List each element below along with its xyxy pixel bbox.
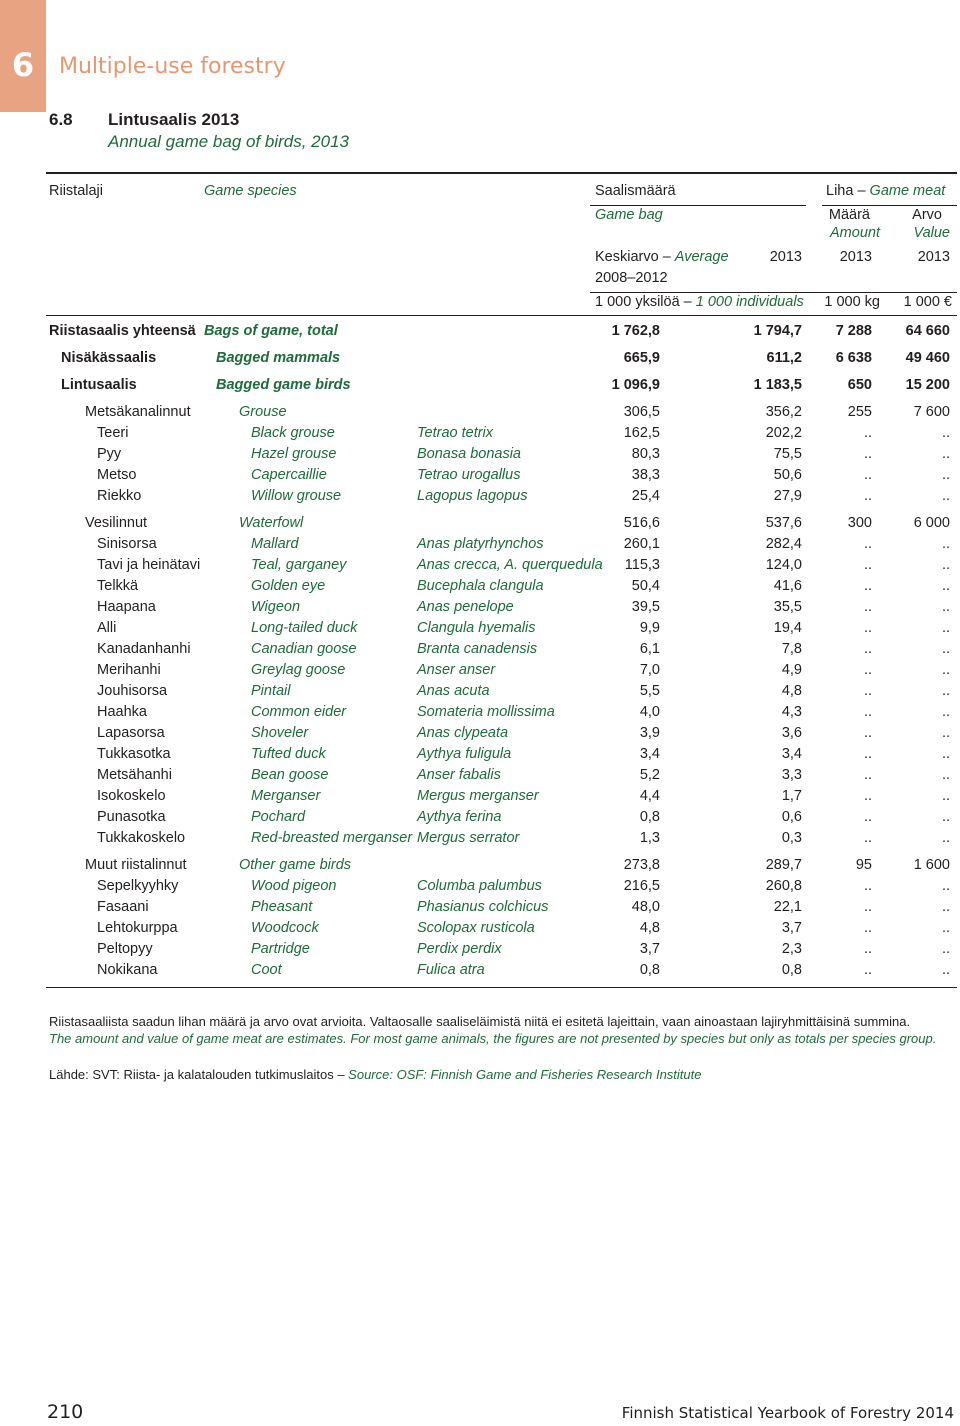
- header-meat: [826, 183, 945, 199]
- scientific-name: Mergus serrator: [417, 830, 520, 846]
- game-bag-2013: 27,9: [773, 488, 802, 504]
- meat-amount: ..: [863, 578, 872, 594]
- average-2008-2012: 50,4: [631, 578, 660, 594]
- meat-value: ..: [941, 767, 950, 783]
- header-bottom-rule: [46, 315, 957, 316]
- table-row: [0, 920, 960, 941]
- table-row: [0, 662, 960, 683]
- meat-value: ..: [941, 725, 950, 741]
- species-fi: Riistasaalis yhteensä: [49, 323, 196, 339]
- scientific-name: Aythya ferina: [417, 809, 502, 825]
- game-bag-2013: 3,6: [781, 725, 802, 741]
- average-2008-2012: 25,4: [631, 488, 660, 504]
- meat-value: ..: [941, 788, 950, 804]
- species-en: Pochard: [251, 809, 306, 825]
- meat-value: ..: [941, 599, 950, 615]
- meat-value: ..: [941, 920, 950, 936]
- meat-value: ..: [941, 899, 950, 915]
- game-bag-2013: 0,3: [781, 830, 802, 846]
- species-fi: Lapasorsa: [97, 725, 165, 741]
- game-bag-2013: 4,3: [781, 704, 802, 720]
- header-unit-en: 1 000 individuals: [695, 294, 804, 310]
- species-en: Pheasant: [251, 899, 313, 915]
- table-title-en: Annual game bag of birds, 2013: [108, 132, 350, 151]
- scientific-name: Anas crecca, A. querquedula: [417, 557, 603, 573]
- chapter-number-tab: [0, 0, 46, 112]
- species-fi: Teeri: [97, 425, 129, 441]
- table-row: [0, 830, 960, 851]
- meat-amount: ..: [863, 788, 872, 804]
- game-bag-2013: 41,6: [773, 578, 802, 594]
- meat-value: ..: [941, 962, 950, 978]
- species-en: Bagged game birds: [216, 377, 351, 393]
- book-title: Finnish Statistical Yearbook of Forestry 2014: [621, 1404, 954, 1422]
- meat-value: ..: [941, 578, 950, 594]
- meat-value: ..: [941, 446, 950, 462]
- meat-amount: ..: [863, 725, 872, 741]
- meat-amount: ..: [863, 536, 872, 552]
- species-en: Greylag goose: [251, 662, 346, 678]
- species-en: Canadian goose: [251, 641, 357, 657]
- species-en: Capercaillie: [251, 467, 327, 483]
- species-fi: Haahka: [97, 704, 147, 720]
- table-row: [0, 467, 960, 488]
- meat-value: 7 600: [913, 404, 950, 420]
- meat-amount: 300: [847, 515, 872, 531]
- average-2008-2012: 80,3: [631, 446, 660, 462]
- meat-value: ..: [941, 704, 950, 720]
- species-en: Merganser: [251, 788, 321, 804]
- meat-amount: ..: [863, 620, 872, 636]
- game-bag-2013: 124,0: [765, 557, 802, 573]
- table-top-rule: [46, 172, 957, 174]
- table-row: [0, 899, 960, 920]
- species-en: Willow grouse: [251, 488, 342, 504]
- species-en: Long-tailed duck: [251, 620, 358, 636]
- average-2008-2012: 39,5: [631, 599, 660, 615]
- meat-value: 49 460: [905, 350, 950, 366]
- table-row: [0, 725, 960, 746]
- meat-amount: 255: [847, 404, 872, 420]
- header-unit-individuals: [595, 294, 804, 310]
- scientific-name: Branta canadensis: [417, 641, 538, 657]
- header-year-bag: 2013: [769, 249, 802, 265]
- meat-amount: ..: [863, 704, 872, 720]
- species-fi: Nisäkässaalis: [61, 350, 157, 366]
- meat-amount: ..: [863, 641, 872, 657]
- scientific-name: Anas clypeata: [417, 725, 509, 741]
- species-en: Grouse: [239, 404, 287, 420]
- meat-value: ..: [941, 878, 950, 894]
- table-row: [0, 536, 960, 557]
- table-row: [0, 578, 960, 599]
- header-amount-fi: Määrä: [828, 207, 870, 223]
- average-2008-2012: 3,9: [639, 725, 660, 741]
- average-2008-2012: 7,0: [639, 662, 660, 678]
- average-2008-2012: 162,5: [623, 425, 660, 441]
- species-en: Pintail: [251, 683, 291, 699]
- meat-amount: ..: [863, 467, 872, 483]
- game-bag-2013: 0,8: [781, 962, 802, 978]
- average-2008-2012: 4,0: [639, 704, 660, 720]
- species-fi: Kanadanhanhi: [97, 641, 191, 657]
- average-2008-2012: 9,9: [639, 620, 660, 636]
- header-species-en: Game species: [204, 183, 297, 199]
- table-row: [0, 446, 960, 467]
- meat-amount: ..: [863, 878, 872, 894]
- scientific-name: Mergus merganser: [417, 788, 539, 804]
- table-row: [0, 962, 960, 983]
- average-2008-2012: 516,6: [623, 515, 660, 531]
- average-2008-2012: 216,5: [623, 878, 660, 894]
- table-row: [0, 746, 960, 767]
- average-2008-2012: 38,3: [631, 467, 660, 483]
- species-fi: Peltopyy: [97, 941, 153, 957]
- table-row: [0, 857, 960, 878]
- game-bag-2013: 4,9: [781, 662, 802, 678]
- header-meat-fi: Liha –: [826, 183, 866, 199]
- header-value-en: Value: [913, 225, 950, 241]
- table-row: [0, 350, 960, 371]
- meat-value: ..: [941, 641, 950, 657]
- meat-amount: ..: [863, 962, 872, 978]
- average-2008-2012: 306,5: [623, 404, 660, 420]
- meat-amount: ..: [863, 557, 872, 573]
- table-row: [0, 377, 960, 398]
- species-en: Red-breasted merganser: [251, 830, 413, 846]
- meat-value: ..: [941, 467, 950, 483]
- page-number: 210: [47, 1401, 84, 1423]
- species-fi: Telkkä: [97, 578, 139, 594]
- meat-value: 15 200: [905, 377, 950, 393]
- species-en: Tufted duck: [251, 746, 326, 762]
- species-en: Bean goose: [251, 767, 329, 783]
- unit-top-rule: [590, 292, 957, 293]
- meat-amount: ..: [863, 746, 872, 762]
- species-en: Wigeon: [251, 599, 301, 615]
- table-row: [0, 557, 960, 578]
- meat-amount: 650: [847, 377, 872, 393]
- table-row: [0, 404, 960, 425]
- table-row: [0, 323, 960, 344]
- meat-value: ..: [941, 536, 950, 552]
- species-fi: Punasotka: [97, 809, 166, 825]
- header-year-amount: 2013: [839, 249, 872, 265]
- species-en: Golden eye: [251, 578, 326, 594]
- meat-amount: ..: [863, 662, 872, 678]
- bag-header-rule: [590, 205, 806, 206]
- average-2008-2012: 5,5: [639, 683, 660, 699]
- species-en: Other game birds: [239, 857, 352, 873]
- meat-value: ..: [941, 746, 950, 762]
- meat-amount: 6 638: [835, 350, 872, 366]
- game-bag-2013: 2,3: [781, 941, 802, 957]
- scientific-name: Fulica atra: [417, 962, 485, 978]
- scientific-name: Phasianus colchicus: [417, 899, 549, 915]
- game-bag-2013: 1,7: [781, 788, 802, 804]
- meat-amount: ..: [863, 767, 872, 783]
- species-fi: Lintusaalis: [61, 377, 137, 393]
- game-bag-2013: 75,5: [773, 446, 802, 462]
- header-amount-en: Amount: [830, 225, 880, 241]
- average-2008-2012: 115,3: [624, 557, 660, 573]
- game-bag-2013: 3,7: [781, 920, 802, 936]
- header-year-value: 2013: [917, 249, 950, 265]
- header-unit-eur: 1 000 €: [903, 294, 952, 310]
- meat-amount: ..: [863, 941, 872, 957]
- scientific-name: Somateria mollissima: [417, 704, 555, 720]
- header-species-fi: Riistalaji: [49, 183, 103, 199]
- meat-value: 6 000: [913, 515, 950, 531]
- source-en: Source: OSF: Finnish Game and Fisheries Research Institute: [348, 1067, 702, 1082]
- meat-amount: ..: [863, 809, 872, 825]
- species-en: Hazel grouse: [251, 446, 337, 462]
- species-fi: Sinisorsa: [97, 536, 157, 552]
- table-row: [0, 599, 960, 620]
- scientific-name: Bucephala clangula: [417, 578, 544, 594]
- average-2008-2012: 1,3: [639, 830, 660, 846]
- average-2008-2012: 6,1: [639, 641, 660, 657]
- average-2008-2012: 5,2: [639, 767, 660, 783]
- average-2008-2012: 48,0: [631, 899, 660, 915]
- species-en: Wood pigeon: [251, 878, 337, 894]
- species-en: Teal, garganey: [251, 557, 347, 573]
- scientific-name: Anas acuta: [417, 683, 490, 699]
- species-en: Bags of game, total: [204, 323, 338, 339]
- table-row: [0, 641, 960, 662]
- game-bag-2013: 611,2: [766, 350, 802, 366]
- table-row: [0, 878, 960, 899]
- table-title-fi: Lintusaalis 2013: [108, 110, 240, 129]
- species-en: Mallard: [251, 536, 299, 552]
- game-bag-2013: 3,4: [781, 746, 802, 762]
- average-2008-2012: 4,8: [639, 920, 660, 936]
- note-fi: Riistasaaliista saadun lihan määrä ja arvo ovat arvioita. Valtaosalle saaliseläimistä niitä ei esitetä lajeittain, vaan ainoastaan lajiryhmittäisinä summina.: [49, 1014, 911, 1029]
- species-fi: Isokoskelo: [97, 788, 166, 804]
- species-en: Bagged mammals: [216, 350, 341, 366]
- header-unit-fi: 1 000 yksilöä –: [595, 294, 692, 310]
- game-bag-2013: 537,6: [765, 515, 802, 531]
- average-2008-2012: 1 096,9: [611, 377, 660, 393]
- meat-value: 1 600: [913, 857, 950, 873]
- average-2008-2012: 1 762,8: [611, 323, 660, 339]
- meat-header-rule: [822, 205, 957, 206]
- species-fi: Riekko: [97, 488, 142, 504]
- scientific-name: Lagopus lagopus: [417, 488, 528, 504]
- species-fi: Tukkasotka: [97, 746, 171, 762]
- header-bag-fi: Saalismäärä: [595, 183, 676, 199]
- meat-amount: ..: [863, 425, 872, 441]
- game-bag-2013: 3,3: [781, 767, 802, 783]
- species-en: Waterfowl: [239, 515, 304, 531]
- meat-amount: ..: [863, 599, 872, 615]
- meat-amount: ..: [863, 446, 872, 462]
- scientific-name: Bonasa bonasia: [417, 446, 521, 462]
- scientific-name: Scolopax rusticola: [417, 920, 535, 936]
- meat-value: ..: [941, 809, 950, 825]
- game-bag-2013: 1 794,7: [753, 323, 802, 339]
- scientific-name: Perdix perdix: [417, 941, 502, 957]
- table-row: [0, 515, 960, 536]
- average-2008-2012: 0,8: [639, 962, 660, 978]
- game-bag-2013: 35,5: [773, 599, 802, 615]
- header-meat-en: Game meat: [869, 183, 946, 199]
- meat-value: ..: [941, 620, 950, 636]
- meat-value: ..: [941, 557, 950, 573]
- species-fi: Metso: [97, 467, 137, 483]
- table-number: 6.8: [49, 110, 73, 129]
- species-fi: Vesilinnut: [85, 515, 148, 531]
- meat-value: ..: [941, 941, 950, 957]
- species-en: Common eider: [251, 704, 347, 720]
- source-line: [49, 1067, 702, 1082]
- meat-amount: ..: [863, 920, 872, 936]
- table-row: [0, 704, 960, 725]
- table-row: [0, 488, 960, 509]
- meat-amount: 95: [855, 857, 872, 873]
- game-bag-2013: 260,8: [765, 878, 802, 894]
- source-fi: Lähde: SVT: Riista- ja kalatalouden tutkimuslaitos –: [49, 1067, 345, 1082]
- average-2008-2012: 3,4: [639, 746, 660, 762]
- average-2008-2012: 3,7: [639, 941, 660, 957]
- average-2008-2012: 260,1: [623, 536, 660, 552]
- scientific-name: Tetrao tetrix: [417, 425, 494, 441]
- game-bag-2013: 0,6: [781, 809, 802, 825]
- header-average-years: 2008–2012: [595, 270, 668, 286]
- game-bag-2013: 22,1: [773, 899, 802, 915]
- species-en: Woodcock: [251, 920, 319, 936]
- species-fi: Tukkakoskelo: [97, 830, 186, 846]
- species-en: Partridge: [251, 941, 310, 957]
- scientific-name: Tetrao urogallus: [417, 467, 521, 483]
- game-bag-2013: 1 183,5: [753, 377, 802, 393]
- species-fi: Muut riistalinnut: [85, 857, 187, 873]
- header-average-fi: Keskiarvo –: [595, 249, 671, 265]
- scientific-name: Anas penelope: [417, 599, 514, 615]
- header-bag-en: Game bag: [595, 207, 663, 223]
- meat-amount: ..: [863, 683, 872, 699]
- chapter-number: 6: [11, 46, 35, 84]
- meat-value: 64 660: [905, 323, 950, 339]
- game-bag-2013: 202,2: [765, 425, 802, 441]
- scientific-name: Anser fabalis: [417, 767, 501, 783]
- meat-amount: 7 288: [835, 323, 872, 339]
- meat-value: ..: [941, 425, 950, 441]
- average-2008-2012: 273,8: [623, 857, 660, 873]
- species-fi: Nokikana: [97, 962, 158, 978]
- table-row: [0, 425, 960, 446]
- game-bag-2013: 19,4: [773, 620, 802, 636]
- species-fi: Fasaani: [97, 899, 149, 915]
- scientific-name: Aythya fuligula: [417, 746, 512, 762]
- species-fi: Merihanhi: [97, 662, 161, 678]
- species-fi: Jouhisorsa: [97, 683, 168, 699]
- average-2008-2012: 665,9: [623, 350, 660, 366]
- average-2008-2012: 0,8: [639, 809, 660, 825]
- game-bag-2013: 289,7: [765, 857, 802, 873]
- meat-value: ..: [941, 683, 950, 699]
- meat-value: ..: [941, 830, 950, 846]
- game-bag-2013: 4,8: [781, 683, 802, 699]
- meat-value: ..: [941, 488, 950, 504]
- species-fi: Pyy: [97, 446, 122, 462]
- species-en: Coot: [251, 962, 282, 978]
- game-bag-2013: 7,8: [781, 641, 802, 657]
- meat-value: ..: [941, 662, 950, 678]
- note-en: The amount and value of game meat are estimates. For most game animals, the figures are not presented by species but only as totals per species group.: [49, 1031, 937, 1046]
- scientific-name: Clangula hyemalis: [417, 620, 536, 636]
- table-row: [0, 941, 960, 962]
- scientific-name: Columba palumbus: [417, 878, 542, 894]
- species-fi: Alli: [97, 620, 117, 636]
- species-fi: Metsäkanalinnut: [85, 404, 191, 420]
- species-fi: Lehtokurppa: [97, 920, 178, 936]
- table-row: [0, 767, 960, 788]
- scientific-name: Anas platyrhynchos: [417, 536, 544, 552]
- species-en: Black grouse: [251, 425, 335, 441]
- game-bag-2013: 356,2: [765, 404, 802, 420]
- table-bottom-rule: [46, 987, 957, 988]
- meat-amount: ..: [863, 830, 872, 846]
- average-2008-2012: 4,4: [639, 788, 660, 804]
- table-row: [0, 788, 960, 809]
- chapter-title: Multiple-use forestry: [59, 54, 286, 79]
- species-en: Shoveler: [251, 725, 309, 741]
- scientific-name: Anser anser: [417, 662, 496, 678]
- species-fi: Haapana: [97, 599, 156, 615]
- game-bag-2013: 50,6: [773, 467, 802, 483]
- species-fi: Sepelkyyhky: [97, 878, 179, 894]
- header-average-en: Average: [674, 249, 729, 265]
- game-bag-2013: 282,4: [765, 536, 802, 552]
- species-fi: Tavi ja heinätavi: [97, 557, 201, 573]
- meat-amount: ..: [863, 899, 872, 915]
- header-average: [595, 249, 729, 265]
- table-row: [0, 809, 960, 830]
- meat-amount: ..: [863, 488, 872, 504]
- header-value-fi: Arvo: [912, 207, 942, 223]
- table-row: [0, 683, 960, 704]
- species-fi: Metsähanhi: [97, 767, 172, 783]
- header-unit-kg: 1 000 kg: [824, 294, 880, 310]
- table-row: [0, 620, 960, 641]
